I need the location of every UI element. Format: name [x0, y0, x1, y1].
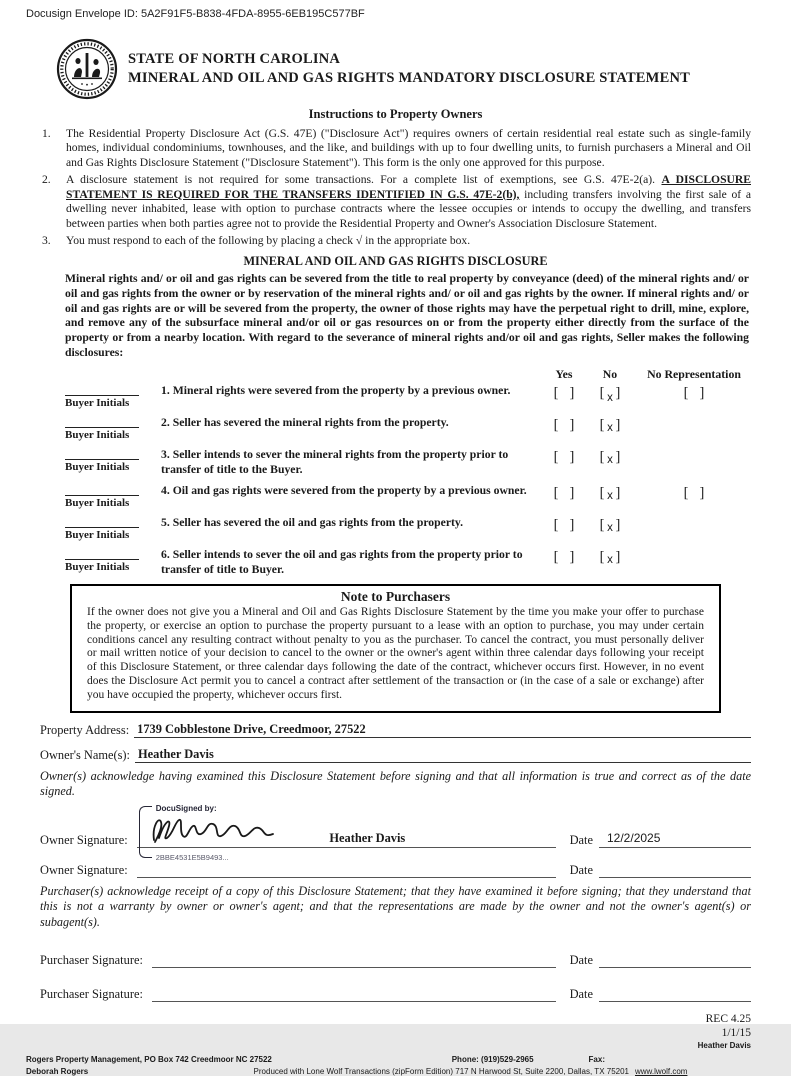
owner-date-field[interactable]	[599, 861, 751, 878]
instruction-number: 2.	[42, 173, 51, 187]
no-representation-checkbox[interactable]	[684, 485, 705, 501]
table-row	[65, 384, 751, 409]
disclosure-section-heading: MINERAL AND OIL AND GAS RIGHTS DISCLOSURE	[243, 253, 548, 268]
page-footer	[26, 1055, 765, 1076]
owner-signature-row-2	[40, 860, 751, 878]
nc-commission-seal-icon	[56, 38, 118, 100]
owner-signature-field[interactable]	[137, 803, 556, 862]
column-header-no: No	[602, 367, 618, 382]
question-text: 3. Seller intends to sever the mineral rights from the property prior to transfer of title to the Buyer.	[161, 448, 509, 476]
buyer-initials-field[interactable]	[65, 548, 145, 577]
table-row	[65, 448, 751, 477]
purchaser-date-field[interactable]	[599, 985, 751, 1002]
footer-produced-wrap	[176, 1067, 765, 1076]
no-representation-checkbox[interactable]	[684, 385, 705, 401]
date-label: Date	[569, 862, 593, 877]
owner-names-field[interactable]	[135, 747, 751, 763]
owner-printed-name: Heather Davis	[329, 830, 406, 845]
buyer-initials-field[interactable]	[65, 484, 145, 509]
purchaser-signature-field[interactable]	[152, 984, 556, 1002]
buyer-initials-line[interactable]	[65, 527, 139, 528]
table-row	[65, 516, 751, 541]
no-checkbox[interactable]: [ x ]	[600, 549, 621, 565]
purchaser-signature-row-2	[40, 984, 751, 1002]
buyer-initials-label: Buyer Initials	[65, 529, 130, 542]
footer-fax: Fax:	[588, 1054, 605, 1064]
footer-link[interactable]: www.lwolf.com	[635, 1066, 688, 1076]
form-title: MINERAL AND OIL AND GAS RIGHTS MANDATORY DISCLOSURE STATEMENT	[128, 70, 690, 86]
disclosure-table-header	[65, 367, 751, 384]
table-row	[65, 484, 751, 509]
owner-signature-field[interactable]	[137, 860, 556, 878]
property-address-field[interactable]	[134, 722, 751, 738]
buyer-initials-line[interactable]	[65, 427, 139, 428]
instruction-text: The Residential Property Disclosure Act (G.S. 47E) ("Disclosure Act") requires owners of certain residential real estate such as single-family homes, individual condominiums, townhouses, and the like, and buildings with up to four dwelling units, to furnish purchasers a Mineral and Oil and Gas Rights Disclosure Statement ("Disclosure Statement"). This form is the only one approved for this purpose.	[66, 127, 751, 169]
instruction-item-3	[40, 234, 751, 248]
buyer-initials-label: Buyer Initials	[65, 397, 130, 410]
no-checkbox[interactable]: [ x ]	[600, 417, 621, 433]
owner-names-value: Heather Davis	[137, 746, 214, 761]
instruction-text	[66, 173, 751, 231]
owner-signature-label: Owner Signature:	[40, 862, 128, 877]
yes-checkbox[interactable]	[554, 485, 575, 501]
owner-names-row	[40, 747, 751, 763]
form-header	[56, 38, 751, 100]
question-text: 2. Seller has severed the mineral rights from the property.	[161, 416, 449, 430]
buyer-initials-label: Buyer Initials	[65, 429, 130, 442]
purchaser-signature-label: Purchaser Signature:	[40, 953, 143, 968]
date-label: Date	[569, 832, 593, 847]
question-text: 1. Mineral rights were severed from the property by a previous owner.	[161, 384, 511, 398]
question-text: 4. Oil and gas rights were severed from the property by a previous owner.	[161, 484, 527, 498]
yes-checkbox[interactable]	[554, 417, 575, 433]
owner-acknowledgment-text: Owner(s) acknowledge having examined this Disclosure Statement before signing and that all information is true and correct as of the date signed.	[40, 768, 751, 799]
docusign-stamp	[139, 804, 307, 860]
form-revision-block	[40, 1012, 751, 1051]
instruction-item-2	[40, 173, 751, 231]
note-to-purchasers-box	[70, 584, 721, 713]
buyer-initials-field[interactable]	[65, 448, 145, 477]
footer-phone: Phone: (919)529-2965	[451, 1054, 534, 1064]
property-address-value: 1739 Cobblestone Drive, Creedmoor, 27522	[137, 721, 366, 736]
disclosure-intro-paragraph: Mineral rights and/ or oil and gas rights can be severed from the title to real property by conveyance (deed) of the mineral rights and/ or oil and gas rights from the owner or by reservation of the mineral rights and/ or oil and gas rights by the owner. If mineral rights and/ or oil and gas rights are or will be severed from the property, the owner of those rights may have the perpetual right to drill, mine, explore, and remove any of the subsurface mineral and/or oil or gas resources on or from the property either directly from the surface of the property or from a nearby location. With regard to the severance of mineral rights and/or oil and gas rights, Seller makes the following disclosures:	[65, 271, 749, 360]
docusign-envelope-id: Docusign Envelope ID: 5A2F91F5-B838-4FDA-8955-6EB195C577BF	[26, 8, 365, 20]
column-header-no-representation: No Representation	[647, 367, 741, 382]
buyer-initials-label: Buyer Initials	[65, 561, 130, 574]
purchaser-date-field[interactable]	[599, 951, 751, 968]
yes-checkbox[interactable]	[554, 449, 575, 465]
buyer-initials-line[interactable]	[65, 395, 139, 396]
property-address-row	[40, 722, 751, 738]
no-checkbox[interactable]: [ x ]	[600, 449, 621, 465]
instruction-text-emphasis: A DISCLOSURE STATEMENT IS REQUIRED FOR THE TRANSFERS IDENTIFIED IN G.S. 47E-2(b),	[66, 173, 751, 201]
owner-signature-label: Owner Signature:	[40, 832, 128, 847]
no-checkbox[interactable]: [ x ]	[600, 485, 621, 501]
purchaser-signature-row-1	[40, 950, 751, 968]
buyer-initials-field[interactable]	[65, 416, 145, 441]
yes-checkbox[interactable]	[554, 385, 575, 401]
table-row	[65, 548, 751, 577]
date-label: Date	[569, 953, 593, 968]
footer-name-right: Heather Davis	[697, 1040, 751, 1050]
docusign-id: 2BBE4531E5B9493...	[155, 852, 229, 862]
buyer-initials-line[interactable]	[65, 459, 139, 460]
question-text: 5. Seller has severed the oil and gas rights from the property.	[161, 516, 464, 530]
disclosure-table	[65, 367, 751, 577]
instruction-text-pre: A disclosure statement is not required for some transactions. For a complete list of exemptions, see G.S. 47E-2(a).	[66, 173, 662, 187]
note-body: If the owner does not give you a Mineral and Oil and Gas Rights Disclosure Statement by the time you make your offer to purchase the property, or exercise an option to purchase the property pursuant to a lease with an option to purchase, you may under certain conditions cancel any resulting contract without penalty to you as the purchaser. To cancel the contract, you must personally deliver or mail written notice of your decision to cancel to the owner or the owner's agent within three calendar days following your receipt of this Disclosure Statement, or three calendar days following the date of the contract, whichever occurs first. However, in no event does the Disclosure Act permit you to cancel a contract after settlement of the transaction or (in the case of a sale or exchange) after you have occupied the property, whichever occurs first.	[87, 606, 704, 701]
table-row	[65, 416, 751, 441]
instruction-number: 3.	[42, 234, 51, 248]
yes-checkbox[interactable]	[554, 517, 575, 533]
state-title: STATE OF NORTH CAROLINA	[128, 51, 341, 68]
rec-date: 1/1/15	[721, 1027, 751, 1040]
yes-checkbox[interactable]	[554, 549, 575, 565]
docusign-caption: DocuSigned by:	[155, 803, 217, 813]
no-checkbox[interactable]: [ x ]	[600, 517, 621, 533]
purchaser-acknowledgment-text: Purchaser(s) acknowledge receipt of a copy of this Disclosure Statement; that they have examined it before signing; that they understand that this is not a warranty by owner or owner's agent; and that the representations are made by the owner and not the owner's agent(s) or subagent(s).	[40, 883, 751, 929]
footer-agent: Deborah Rogers	[26, 1066, 89, 1076]
buyer-initials-label: Buyer Initials	[65, 461, 130, 474]
date-label: Date	[569, 987, 593, 1002]
buyer-initials-field[interactable]	[65, 384, 145, 409]
column-header-yes: Yes	[555, 367, 573, 382]
instruction-text: You must respond to each of the following by placing a check √ in the appropriate box.	[66, 234, 471, 248]
question-text: 6. Seller intends to sever the oil and gas rights from the property prior to transfer of title to Buyer.	[161, 548, 523, 576]
footer-produced: Produced with Lone Wolf Transactions (zipForm Edition) 717 N Harwood St, Suite 2200, Dallas, TX 75201	[253, 1066, 629, 1076]
buyer-initials-line[interactable]	[65, 495, 139, 496]
property-address-label: Property Address:	[40, 722, 130, 737]
instruction-number: 1.	[42, 127, 51, 140]
buyer-initials-label: Buyer Initials	[65, 497, 130, 510]
purchaser-signature-label: Purchaser Signature:	[40, 987, 143, 1002]
owner-date-field[interactable]: 12/2/2025	[599, 831, 751, 848]
buyer-initials-field[interactable]	[65, 516, 145, 541]
buyer-initials-line[interactable]	[65, 559, 139, 560]
instruction-item-1	[40, 127, 751, 170]
purchaser-signature-field[interactable]	[152, 950, 556, 968]
no-checkbox[interactable]: [ x ]	[600, 385, 621, 401]
note-title: Note to Purchasers	[340, 589, 451, 605]
owner-names-label: Owner's Name(s):	[40, 747, 130, 762]
owner-signature-image	[149, 813, 281, 845]
owner-signature-row-1	[40, 803, 751, 862]
instruction-text-post: including transfers involving the first sale of a dwelling never inhabited, lease with option to purchase contracts where the lessee occupies or intends to occupy the dwelling, and transfers between parties when both parties agree not to provide the Residential Property and Owner's Association Disclosure Statement.	[66, 187, 751, 230]
rec-number: REC 4.25	[705, 1013, 751, 1026]
instructions-heading: Instructions to Property Owners	[308, 107, 483, 121]
footer-office: Rogers Property Management, PO Box 742 Creedmoor NC 27522	[26, 1054, 272, 1064]
